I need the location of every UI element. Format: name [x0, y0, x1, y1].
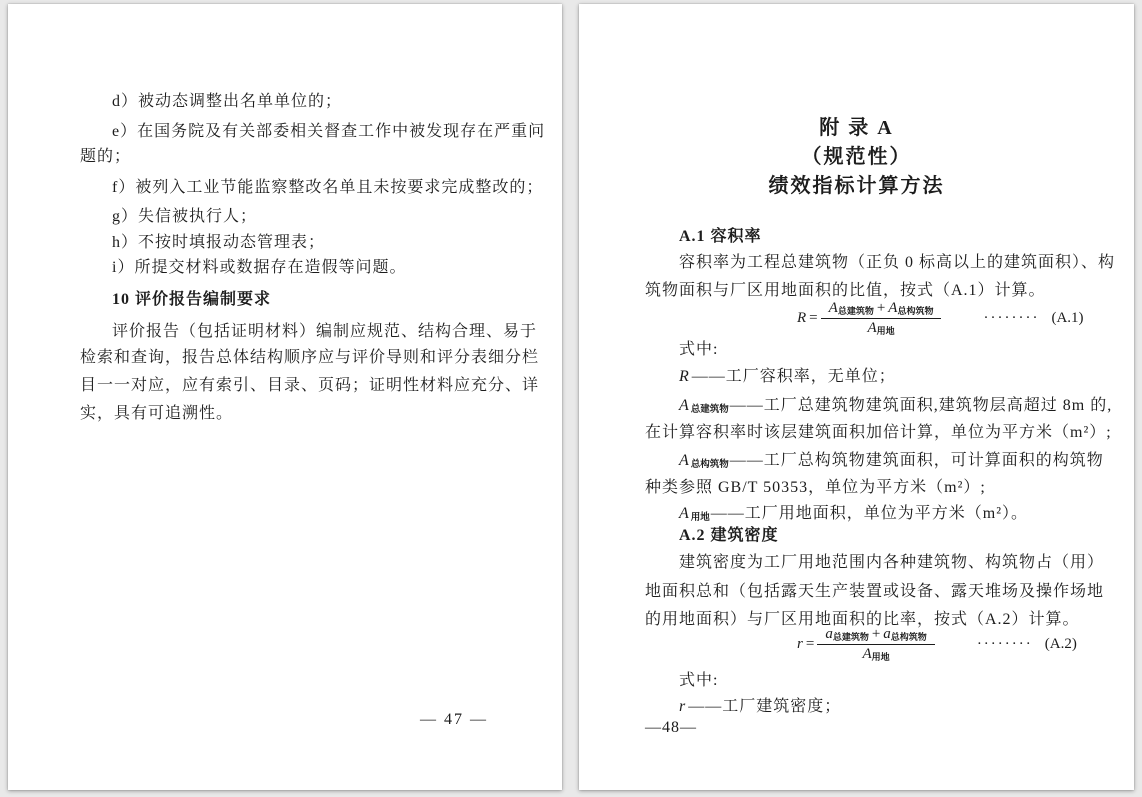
- clause-g: g）失信被执行人；: [112, 208, 258, 225]
- clause-d: d）被动态调整出名单单位的；: [112, 93, 343, 110]
- definition-continuation: 种类参照 GB/T 50353，单位为平方米（m²）;: [645, 479, 986, 496]
- definition-continuation: 在计算容积率时该层建筑面积加倍计算，单位为平方米（m²）;: [645, 424, 1112, 441]
- formula-a1-lhs: R: [797, 310, 807, 326]
- section-heading-10: 10 评价报告编制要求: [112, 291, 272, 308]
- a1-intro-line: 容积率为工程总建筑物（正负 0 标高以上的建筑面积）、构: [679, 254, 1116, 271]
- definition-r: [679, 693, 841, 723]
- a2-intro-line: 地面积总和（包括露天生产装置或设备、露天堆场及操作场地: [645, 583, 1105, 600]
- definition-text: ——工厂用地面积，单位为平方米（m²）。: [710, 505, 1029, 522]
- numerator-sub1: 总建筑物: [837, 306, 874, 316]
- definition-R: [679, 363, 896, 393]
- paragraph-line: 实，具有可追溯性。: [80, 405, 234, 422]
- numerator-sub1: 总建筑物: [832, 632, 869, 642]
- page-48: [579, 4, 1134, 790]
- definition-text: ——工厂总建筑物建筑面积,建筑物层高超过 8m 的,: [729, 397, 1113, 414]
- definition-text: ——工厂总构筑物建筑面积，可计算面积的构筑物: [729, 452, 1104, 469]
- formula-a2-numerator: [817, 626, 935, 645]
- paragraph-line: 目一一对应，应有索引、目录、页码；证明性材料应充分、详: [80, 377, 540, 394]
- numerator-var2: A: [888, 300, 898, 316]
- formula-a1-label: (A.1): [1051, 310, 1084, 326]
- page-47: [8, 4, 562, 790]
- numerator-sub2: 总构筑物: [897, 306, 934, 316]
- definition-A-total-structures: [679, 447, 1104, 477]
- definition-sub: 总构筑物: [690, 460, 729, 470]
- plus-sign: +: [871, 626, 881, 642]
- definition-A-total-buildings: [679, 392, 1112, 422]
- denominator-sub: 用地: [876, 326, 895, 336]
- page-number-47: — 47 —: [420, 711, 488, 728]
- section-heading-a1: A.1 容积率: [679, 228, 762, 245]
- a2-intro-line: 的用地面积）与厂区用地面积的比率，按式（A.2）计算。: [645, 611, 1080, 628]
- plus-sign: +: [876, 300, 886, 316]
- formula-a1-dots: ········: [983, 310, 1040, 326]
- equals-sign: =: [805, 636, 815, 652]
- section-heading-a2: A.2 建筑密度: [679, 527, 779, 544]
- numerator-sub2: 总构筑物: [890, 632, 927, 642]
- appendix-normative-label: （规范性）: [801, 146, 912, 168]
- formula-a2-fraction: [817, 626, 935, 663]
- definition-text: ——工厂建筑密度；: [688, 698, 842, 715]
- definition-var: r: [679, 698, 687, 715]
- numerator-var2: a: [883, 626, 891, 642]
- paragraph-line: 评价报告（包括证明材料）编制应规范、结构合理、易于: [112, 323, 538, 340]
- formula-a1: [797, 300, 1084, 337]
- definition-text: ——工厂容积率，无单位；: [691, 368, 896, 385]
- numerator-var1: a: [825, 626, 833, 642]
- denominator-sub: 用地: [871, 652, 890, 662]
- numerator-var1: A: [828, 300, 838, 316]
- where-label-a1: 式中:: [679, 341, 719, 358]
- denominator-var: A: [862, 646, 872, 662]
- clause-e-continuation: 题的；: [80, 148, 132, 165]
- formula-a2-label: (A.2): [1044, 636, 1077, 652]
- a1-intro-line: 筑物面积与厂区用地面积的比值，按式（A.1）计算。: [645, 282, 1046, 299]
- page-number-48: —48—: [645, 719, 697, 736]
- denominator-var: A: [867, 320, 877, 336]
- paragraph-line: 检索和查询，报告总体结构顺序应与评价导则和评分表细分栏: [80, 349, 540, 366]
- formula-a1-numerator: [821, 300, 942, 319]
- definition-var: R: [679, 368, 690, 385]
- definition-var: A: [679, 452, 690, 469]
- where-label-a2: 式中:: [679, 672, 719, 689]
- definition-var: A: [679, 505, 690, 522]
- definition-sub: 用地: [690, 513, 710, 523]
- formula-a1-fraction: [821, 300, 942, 337]
- appendix-subtitle: 绩效指标计算方法: [768, 175, 945, 197]
- formula-a2: [797, 626, 1077, 663]
- formula-a2-dots: ········: [976, 636, 1033, 652]
- clause-h: h）不按时填报动态管理表；: [112, 234, 326, 251]
- appendix-title: 附 录 A: [819, 117, 894, 139]
- a2-intro-line: 建筑密度为工厂用地范围内各种建筑物、构筑物占（用）: [679, 554, 1105, 571]
- formula-a2-denominator: [862, 645, 889, 663]
- definition-sub: [691, 376, 692, 386]
- equals-sign: =: [809, 310, 818, 326]
- definition-var: A: [679, 397, 690, 414]
- definition-sub: 总建筑物: [690, 405, 729, 415]
- clause-i: i）所提交材料或数据存在造假等问题。: [112, 259, 407, 276]
- clause-f: f）被列入工业节能监察整改名单且未按要求完成整改的；: [112, 179, 544, 196]
- clause-e: e）在国务院及有关部委相关督查工作中被发现存在严重问: [112, 123, 546, 140]
- formula-a2-lhs: r: [797, 636, 803, 652]
- formula-a1-denominator: [867, 319, 894, 337]
